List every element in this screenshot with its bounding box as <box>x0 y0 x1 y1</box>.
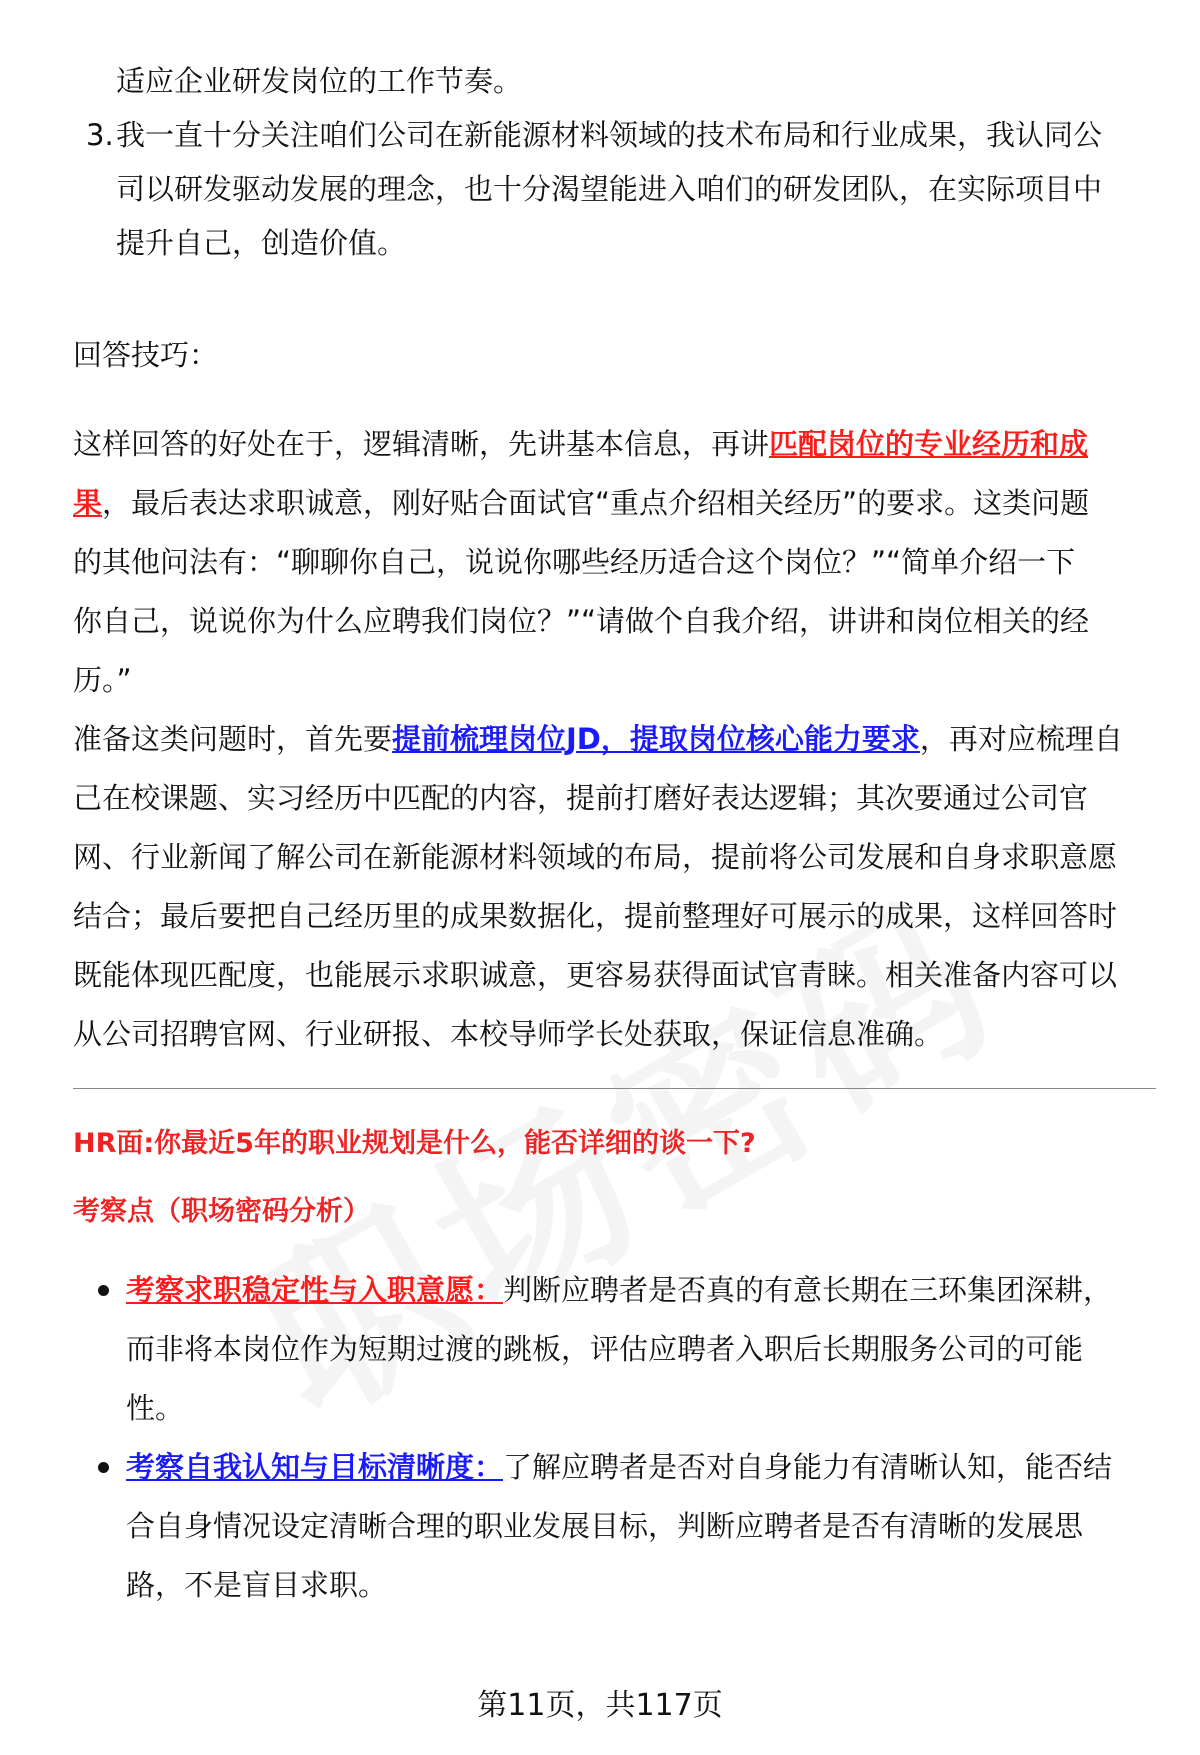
bullet-1-line-1 <box>126 1261 1112 1320</box>
bullet-2-line-2: 合自身情况设定清晰合理的职业发展目标，判断应聘者是否有清晰的发展思 <box>126 1509 1084 1543</box>
bullet-2-line-1 <box>126 1438 1112 1497</box>
bullet-dot-1 <box>98 1285 109 1296</box>
para2-text: 准备这类问题时，首先要 <box>73 722 393 756</box>
bullet-dot-2 <box>98 1462 109 1473</box>
section-divider <box>73 1088 1156 1089</box>
para1-text: 这样回答的好处在于，逻辑清晰，先讲基本信息，再讲 <box>73 427 770 461</box>
bullet-2-text: 了解应聘者是否对自身能力有清晰认知，能否结 <box>503 1450 1113 1484</box>
list-item-3-line-1: 我一直十分关注咱们公司在新能源材料领域的技术布局和行业成果，我认同公 <box>116 118 1103 152</box>
list-item-3-line-2: 司以研发驱动发展的理念，也十分渴望能进入咱们的研发团队，在实际项目中 <box>116 172 1103 206</box>
bullet-1-title: 考察求职稳定性与入职意愿： <box>126 1273 504 1307</box>
page-footer: 第11页，共117页 <box>477 1688 723 1723</box>
para2-line-1 <box>73 710 1123 769</box>
para1-text-2: ，最后表达求职诚意，刚好贴合面试官“重点介绍相关经历”的要求。这类问题 <box>102 486 1090 520</box>
para2-text-post: ，再对应梳理自 <box>919 722 1123 756</box>
para1-line-1 <box>73 415 1088 474</box>
bullet-1-line-3: 性。 <box>126 1391 185 1425</box>
bullet-2-title: 考察自我认知与目标清晰度： <box>126 1450 504 1484</box>
para1-highlight-cont: 果 <box>73 486 103 520</box>
para1-line-4: 你自己，说说你为什么应聘我们岗位？”“请做个自我介绍，讲讲和岗位相关的经 <box>73 604 1090 638</box>
list-item-2-tail: 适应企业研发岗位的工作节奏。 <box>116 64 523 98</box>
para2-line-6: 从公司招聘官网、行业研报、本校导师学长处获取，保证信息准确。 <box>73 1017 944 1051</box>
para2-line-2: 己在校课题、实习经历中匹配的内容，提前打磨好表达逻辑；其次要通过公司官 <box>73 781 1089 815</box>
para1-highlight: 匹配岗位的专业经历和成 <box>769 427 1089 461</box>
para1-line-2 <box>73 474 1089 533</box>
bullet-1-text: 判断应聘者是否真的有意长期在三环集团深耕， <box>503 1273 1113 1307</box>
tips-label: 回答技巧： <box>73 338 219 372</box>
bullet-1-line-2: 而非将本岗位作为短期过渡的跳板，评估应聘者入职后长期服务公司的可能 <box>126 1332 1084 1366</box>
question-heading: HR面:你最近5年的职业规划是什么，能否详细的谈一下? <box>73 1128 756 1159</box>
list-number-3: 3. <box>86 118 114 152</box>
para2-line-3: 网、行业新闻了解公司在新能源材料领域的布局，提前将公司发展和自身求职意愿 <box>73 840 1118 874</box>
para1-line-3: 的其他问法有：“聊聊你自己，说说你哪些经历适合这个岗位？”“简单介绍一下 <box>73 545 1076 579</box>
analysis-heading: 考察点（职场密码分析） <box>73 1196 370 1227</box>
para1-line-5: 历。” <box>73 663 132 697</box>
para2-highlight: 提前梳理岗位JD，提取岗位核心能力要求 <box>392 722 920 756</box>
para2-line-5: 既能体现匹配度，也能展示求职诚意，更容易获得面试官青睐。相关准备内容可以 <box>73 958 1118 992</box>
bullet-2-line-3: 路，不是盲目求职。 <box>126 1568 388 1602</box>
list-item-3-line-3: 提升自己，创造价值。 <box>116 226 407 260</box>
para2-line-4: 结合；最后要把自己经历里的成果数据化，提前整理好可展示的成果，这样回答时 <box>73 899 1118 933</box>
